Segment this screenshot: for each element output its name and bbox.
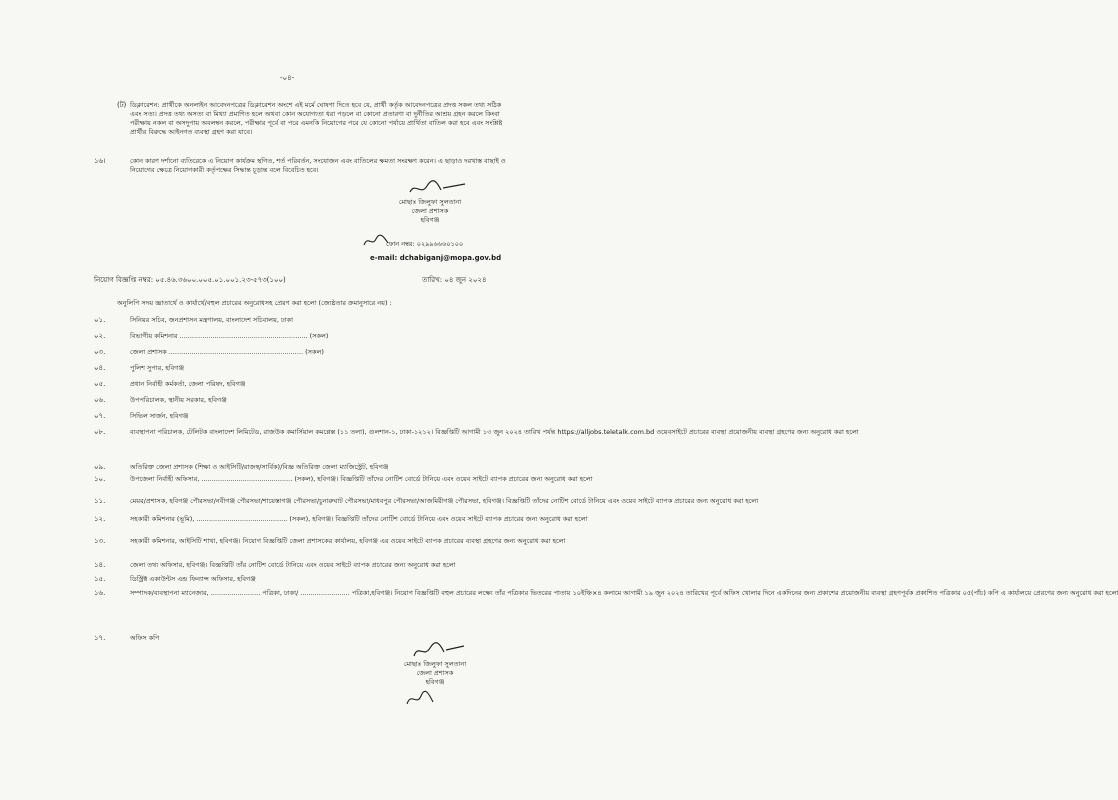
signature-mark bbox=[410, 640, 470, 662]
email-line: e-mail: dchabiganj@mopa.gov.bd bbox=[370, 254, 502, 262]
clause-text: কোন কারণ দর্শানো ব্যতিরেকে এ নিয়োগ কার্যক্রম স্থগিত, শর্ত পরিবর্তন, সংযোজন এবং বাতিলের ক্ষমতা সংরক্ষণ করেন। এ ছাড়াও দরখাস্ত বাছাই ও নিয়োগের ক্ষেত্রে নিয়োগকারী কর্তৃপক্ষের সিদ্ধান্ত চূড়ান্ত বলে বিবেচিত হবে। bbox=[130, 157, 506, 174]
item-number: ১১. bbox=[94, 497, 106, 505]
item-number: ০৫. bbox=[94, 380, 106, 388]
item-number: ০২. bbox=[94, 332, 106, 340]
list-item: পুলিশ সুপার, হবিগঞ্জ bbox=[130, 364, 185, 372]
list-item: উপজেলা নির্বাহী অফিসার, ............................................ (সকল), হবিগঞ্জ। বিজ্ঞপ্তিটি তাঁদের নোটিশ বোর্ডে টানিয়ে এবং ওয়েব সাইটে ব্যাপক প্রচারের জন্য অনুরোধ করা হলো bbox=[130, 475, 593, 483]
list-item: সহকারী কমিশনার (ভূমি), ............................................ (সকল), হবিগঞ্জ। বিজ্ঞপ্তিটি তাঁদের নোটিশ বোর্ডে টানিয়ে এবং ওয়েব সাইটে ব্যাপক প্রচারের জন্য অনুরোধ করা হলো bbox=[130, 515, 588, 523]
list-item: বিভাগীয় কমিশনার .............................................................. (সকল) bbox=[130, 332, 329, 340]
clause-text: ডিক্লারেশন: প্রার্থীকে অনলাইন আবেদনপত্রের ডিক্লারেশন অংশে এই মর্মে ঘোষণা দিতে হবে যে, প্রার্থী কর্তৃক আবেদনপত্রের প্রদত্ত সকল তথ্য সঠিক এবং সত্য। প্রদত্ত তথ্য অসত্য বা মিথ্যা প্রমাণিত হলে অথবা কোন অযোগ্যতা ধরা পড়লে বা কোনো প্রতারণা বা দুর্নীতির আশ্রয় গ্রহন করলে কিংবা পরীক্ষায় নকল বা অসদুপায় অবলম্বন করলে, পরীক্ষার পূর্বে বা পরে এমনকি নিয়োগের পরে যে কোনো পর্যায়ে প্রার্থিতা বাতিল করা হবে এবং সংশ্লিষ্ট প্রার্থীর বিরুদ্ধে আইনগত ব্যবস্থা গ্রহণ করা যাবে। bbox=[130, 101, 503, 136]
signatory-title: জেলা প্রশাসক bbox=[416, 669, 454, 677]
item-number: ০৯. bbox=[94, 463, 106, 471]
signatory-name: মোছাঃ জিলুফা সুলতানা bbox=[403, 660, 467, 668]
signatory-name: মোছাঃ জিলুফা সুলতানা bbox=[398, 198, 462, 206]
list-item: সিনিয়র সচিব, জনপ্রশাসন মন্ত্রণালয়, বাংলাদেশ সচিবালয়, ঢাকা bbox=[130, 316, 293, 324]
list-item: সিভিল সার্জন, হবিগঞ্জ bbox=[130, 412, 189, 420]
item-number: ১৬. bbox=[94, 589, 106, 597]
list-item: সম্পাদক/ব্যবস্থাপনা ম্যানেজার, ........................ পত্রিকা, ঢাকা/ ........................ পত্রিকা,হবিগঞ্জ। নিয়োগ বিজ্ঞপ্তিটি বহুল প্রচারের লক্ষ্যে তাঁর পত্রিকার ভিতরের পাতায় ১০ইঞ্চি×৪ কলামে আগামী ১৯ জুন ২০২৪ তারিখের পূর্বে অফিস খোলার দিনে একদিনের জন্য প্রকাশের প্রয়োজনীয় ব্যবস্থা গ্রহণপূর্বক প্রকাশিত পত্রিকার ০৫(পাঁচ) কপি এ কার্যালয়ে প্রেরণের জন্য অনুরোধ করা হলো bbox=[130, 589, 1118, 597]
clause-label: (ট) bbox=[117, 101, 127, 109]
signature-block bbox=[370, 198, 490, 225]
list-item: উপপরিচালক, স্থানীয় সরকার, হবিগঞ্জ bbox=[130, 396, 227, 404]
list-item: অতিরিক্ত জেলা প্রশাসক (শিক্ষা ও আইসিটি/রাজস্ব/সার্বিক)/বিজ্ঞ অতিরিক্ত জেলা ম্যাজিস্ট্রেট, হবিগঞ্জ bbox=[130, 463, 389, 471]
item-number: ০৩. bbox=[94, 348, 106, 356]
item-number: ০১. bbox=[94, 316, 106, 324]
memo-date: তারিখ: ০৪ জুন ২০২৪ bbox=[422, 276, 487, 284]
distribution-heading: অনুলিপি সদয় জ্ঞাতার্থে ও কার্যার্থে/বহুল প্রচারের অনুরোধসহ প্রেরণ করা হলো (জ্যেষ্ঠতার ক্রমানুসারে নয়) : bbox=[117, 299, 392, 307]
signatory-place: হবিগঞ্জ bbox=[425, 678, 445, 686]
list-item: ব্যবস্থাপনা পরিচালক, টেলিটক বাংলাদেশ লিমিটেড, রাজউক কমার্সিয়াল কমপ্লেক্স (১১ তলা), গুলশান-১, ঢাকা-১২১২। বিজ্ঞপ্তিটি আগামী ১৩ জুন ২০২৪ তারিখ পর্যন্ত https://alljobs.teletalk.com.bd ওয়েবসাইটে প্রচারের ব্যবস্থা প্রয়োজনীয় ব্যবস্থা গ্রহণের জন্য অনুরোধ করা হলো bbox=[130, 428, 859, 436]
signatory-place: হবিগঞ্জ bbox=[420, 216, 440, 224]
list-item: জেলা প্রশাসক ................................................................. (সকল) bbox=[130, 348, 324, 356]
list-item: জেলা তথ্য অফিসার, হবিগঞ্জ। বিজ্ঞপ্তিটি তাঁর নোটিশ বোর্ডে টানিয়ে এবং ওয়েব সাইটে ব্যাপক প্রচারের জন্য অনুরোধ করা হলো bbox=[130, 561, 456, 569]
item-number: ০৮. bbox=[94, 428, 106, 436]
list-item: ডিস্ট্রিক্ট একাউন্টস এন্ড ফিন্যান্স অফিসার, হবিগঞ্জ bbox=[130, 575, 256, 583]
clause-number: ১৬। bbox=[94, 157, 106, 165]
list-item: অফিস কপি bbox=[130, 634, 160, 642]
memo-number: নিয়োগ বিজ্ঞপ্তি নম্বর: ০৫.৪৬.৩৬০০.০০৫.০১.০০১.২৩-৫৭৩(১০০) bbox=[94, 276, 286, 284]
item-number: ১০. bbox=[94, 475, 106, 483]
signature-block bbox=[375, 660, 495, 687]
phone-line: ফোন নম্বর: ০২৯৯৬৬৬০১০০ bbox=[386, 240, 464, 248]
item-number: ১২. bbox=[94, 515, 106, 523]
item-number: ০৬. bbox=[94, 396, 106, 404]
item-number: ১৫. bbox=[94, 575, 106, 583]
item-number: ১৭. bbox=[94, 634, 106, 642]
item-number: ০৭. bbox=[94, 412, 106, 420]
item-number: ১৪. bbox=[94, 561, 106, 569]
item-number: ১৩. bbox=[94, 537, 106, 545]
signatory-title: জেলা প্রশাসক bbox=[411, 207, 449, 215]
item-number: ০৪. bbox=[94, 364, 106, 372]
initials-mark bbox=[405, 690, 435, 708]
page-number: -০৪- bbox=[280, 74, 295, 82]
list-item: সহকারী কমিশনার, আইসিটি শাখা, হবিগঞ্জ। নিয়োগ বিজ্ঞপ্তিটি জেলা প্রশাসকের কার্যালয়, হবিগঞ্জ এর ওয়েব সাইটে ব্যাপক প্রচারের ব্যবস্থা গ্রহণের জন্য অনুরোধ করা হলো bbox=[130, 537, 566, 545]
list-item: প্রধান নির্বাহী কর্মকর্তা, জেলা পরিষদ, হবিগঞ্জ bbox=[130, 380, 246, 388]
signature-mark bbox=[405, 178, 475, 198]
list-item: মেয়র/প্রশাসক, হবিগঞ্জ পৌরসভা/নবীগঞ্জ পৌরসভা/শায়েস্তাগঞ্জ পৌরসভা/চুনারুঘাট পৌরসভা/মাধবপুর পৌরসভা/আজমিরীগঞ্জ পৌরসভা, হবিগঞ্জ। বিজ্ঞপ্তিটি তাঁদের নোটিশ বোর্ডে টানিয়ে এবং ওয়েব সাইটে ব্যাপক প্রচারের জন্য অনুরোধ করা হলো bbox=[130, 497, 759, 505]
